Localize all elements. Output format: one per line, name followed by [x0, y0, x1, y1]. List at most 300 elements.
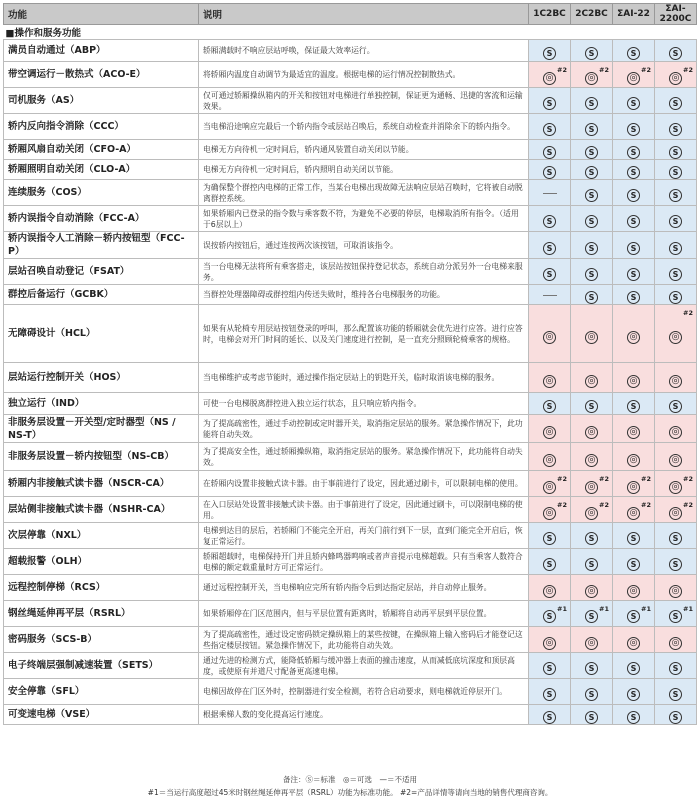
availability-cell [655, 88, 697, 114]
optional-icon: ◎ [627, 375, 640, 388]
table-row [4, 88, 697, 114]
footnote-mark: #1 [641, 605, 651, 613]
standard-icon: S [585, 291, 598, 304]
function-name: 电子终端层强制减速装置（SETS） [4, 653, 199, 679]
standard-icon: S [585, 610, 598, 623]
optional-icon: ◎ [585, 637, 598, 650]
function-name: 超载报警（OLH） [4, 549, 199, 575]
function-name: 司机服务（AS） [4, 88, 199, 114]
table-row [4, 627, 697, 653]
availability-cell [529, 443, 571, 471]
availability-cell [571, 627, 613, 653]
footnote-mark: #1 [557, 605, 567, 613]
table-row [4, 259, 697, 285]
function-description: 将轿厢内温度自动调节为最适宜的温度。根据电梯的运行情况控制散热式。 [199, 62, 529, 88]
footnote-mark: #2 [683, 501, 693, 509]
standard-icon: S [585, 166, 598, 179]
availability-cell [529, 705, 571, 725]
optional-icon: ◎ [585, 481, 598, 494]
availability-cell [571, 88, 613, 114]
function-name: 群控后备运行（GCBK） [4, 285, 199, 305]
optional-icon: ◎ [585, 507, 598, 520]
availability-cell [571, 180, 613, 206]
function-description: 为了提高安全性，通过轿厢操纵箱，取消指定层站的服务。紧急操作情况下，此功能将自动失效。 [199, 443, 529, 471]
availability-cell [655, 497, 697, 523]
optional-icon: ◎ [669, 481, 682, 494]
availability-cell [613, 575, 655, 601]
availability-cell [613, 259, 655, 285]
availability-cell [655, 180, 697, 206]
availability-cell [529, 549, 571, 575]
availability-cell [529, 679, 571, 705]
standard-icon: S [669, 558, 682, 571]
function-name: 轿内误指令自动消除（FCC-A） [4, 206, 199, 232]
availability-cell [655, 549, 697, 575]
standard-icon: S [543, 662, 556, 675]
availability-cell [613, 285, 655, 305]
table-row [4, 285, 697, 305]
function-name: 密码服务（SCS-B） [4, 627, 199, 653]
availability-cell [655, 575, 697, 601]
availability-cell [613, 88, 655, 114]
function-name: 轿厢内非接触式读卡器（NSCR-CA） [4, 471, 199, 497]
function-description: 为确保整个群控内电梯的正常工作，当某台电梯出现故障无法响应层站召唤时，它将被自动脱离群控系统。 [199, 180, 529, 206]
availability-cell [655, 62, 697, 88]
header-model-4: ΣAI-2200C [655, 4, 697, 25]
availability-cell [529, 259, 571, 285]
function-description: 如果轿厢停在门区范围内，但与平层位置有距离时，轿厢将自动再平层到平层位置。 [199, 601, 529, 627]
availability-cell [655, 393, 697, 415]
standard-icon: S [669, 711, 682, 724]
availability-cell [613, 114, 655, 140]
availability-cell [529, 601, 571, 627]
availability-cell [613, 415, 655, 443]
availability-cell [655, 305, 697, 363]
optional-icon: ◎ [627, 481, 640, 494]
standard-icon: S [585, 215, 598, 228]
table-row [4, 232, 697, 259]
availability-cell [655, 206, 697, 232]
function-description: 当群控处理器障碍或群控组内传送失败时，维持各台电梯服务的功能。 [199, 285, 529, 305]
not-applicable-icon [543, 193, 557, 194]
section-row [4, 25, 697, 40]
table-row [4, 549, 697, 575]
function-name: 层站召唤自动登记（FSAT） [4, 259, 199, 285]
table-row [4, 497, 697, 523]
availability-cell [529, 363, 571, 393]
availability-cell [655, 140, 697, 160]
table-row [4, 363, 697, 393]
optional-icon: ◎ [627, 637, 640, 650]
availability-cell [655, 40, 697, 62]
standard-icon: S [543, 268, 556, 281]
standard-icon: S [669, 166, 682, 179]
optional-icon: ◎ [543, 426, 556, 439]
table-row [4, 206, 697, 232]
availability-cell [655, 601, 697, 627]
standard-icon: S [585, 146, 598, 159]
optional-icon: ◎ [669, 72, 682, 85]
header-function: 功能 [4, 4, 199, 25]
standard-icon: S [669, 268, 682, 281]
availability-cell [571, 679, 613, 705]
standard-icon: S [669, 146, 682, 159]
availability-cell [571, 62, 613, 88]
standard-icon: S [627, 215, 640, 228]
availability-cell [571, 40, 613, 62]
function-description: 电梯无方向待机一定时间后，轿内通风装置自动关闭以节能。 [199, 140, 529, 160]
availability-cell [529, 575, 571, 601]
standard-icon: S [669, 215, 682, 228]
availability-cell [613, 363, 655, 393]
availability-cell [655, 627, 697, 653]
optional-icon: ◎ [669, 454, 682, 467]
table-row [4, 140, 697, 160]
availability-cell [613, 471, 655, 497]
footnote-mark: #2 [557, 66, 567, 74]
standard-icon: S [669, 532, 682, 545]
availability-cell [613, 40, 655, 62]
availability-cell [571, 653, 613, 679]
function-description: 电梯无方向待机一定时间后，轿内照明自动关闭以节能。 [199, 160, 529, 180]
function-description: 电梯因故停在门区外时，控制器进行安全检测，若符合启动要求，则电梯就近停层开门。 [199, 679, 529, 705]
footnote-mark: #2 [557, 475, 567, 483]
availability-cell [529, 627, 571, 653]
standard-icon: S [627, 291, 640, 304]
function-name: 层站侧非接触式读卡器（NSHR-CA） [4, 497, 199, 523]
standard-icon: S [669, 97, 682, 110]
availability-cell [529, 40, 571, 62]
function-table [3, 3, 697, 725]
availability-cell [613, 627, 655, 653]
standard-icon: S [585, 97, 598, 110]
availability-cell [613, 601, 655, 627]
optional-icon: ◎ [669, 637, 682, 650]
footnote-mark: #2 [557, 501, 567, 509]
availability-cell [655, 114, 697, 140]
availability-cell [571, 393, 613, 415]
standard-icon: S [627, 242, 640, 255]
standard-icon: S [543, 146, 556, 159]
function-name: 轿厢照明自动关闭（CLO-A） [4, 160, 199, 180]
table-header [4, 4, 697, 25]
availability-cell [529, 232, 571, 259]
optional-icon: ◎ [669, 507, 682, 520]
standard-icon: S [585, 47, 598, 60]
standard-icon: S [669, 662, 682, 675]
standard-icon: S [585, 662, 598, 675]
optional-icon: ◎ [669, 375, 682, 388]
footnote-mark: #2 [641, 501, 651, 509]
footnote: #1＝当运行高度超过45米时钢丝绳延伸再平层（RSRL）功能为标准功能。 #2=产品详情等请向当地的销售代理商咨询。 [147, 788, 553, 797]
function-description: 通过先进的检测方式，能降低轿厢与缓冲器上表面的撞击速度，从而减低底坑深度和顶层高度，或使原有并道尺寸配备更高速电梯。 [199, 653, 529, 679]
table-row [4, 393, 697, 415]
availability-cell [529, 523, 571, 549]
standard-icon: S [669, 291, 682, 304]
function-name: 非服务层设置－轿内按钮型（NS-CB） [4, 443, 199, 471]
availability-cell [529, 114, 571, 140]
availability-cell [571, 259, 613, 285]
table-row [4, 471, 697, 497]
function-name: 远程控制停梯（RCS） [4, 575, 199, 601]
availability-cell [571, 549, 613, 575]
optional-icon: ◎ [627, 72, 640, 85]
availability-cell [571, 363, 613, 393]
standard-icon: S [627, 189, 640, 202]
footnote-mark: #1 [683, 605, 693, 613]
function-description: 在轿厢内设置非接触式读卡器。由于事前进行了设定，因此通过刷卡，可以限制电梯的使用。 [199, 471, 529, 497]
availability-cell [529, 62, 571, 88]
table-row [4, 180, 697, 206]
function-description: 为了提高疏密性，通过手动控制或定时器开关，取消指定层站的服务。紧急操作情况下，此功能将自动失效。 [199, 415, 529, 443]
table-row [4, 523, 697, 549]
availability-cell [655, 259, 697, 285]
table-row [4, 601, 697, 627]
standard-icon: S [669, 688, 682, 701]
availability-cell [529, 305, 571, 363]
standard-icon: S [627, 532, 640, 545]
availability-cell [571, 523, 613, 549]
standard-icon: S [543, 711, 556, 724]
optional-icon: ◎ [669, 426, 682, 439]
standard-icon: S [627, 146, 640, 159]
availability-cell [529, 653, 571, 679]
standard-icon: S [585, 189, 598, 202]
function-name: 连续服务（COS） [4, 180, 199, 206]
footnote-mark: #2 [599, 66, 609, 74]
availability-cell [529, 180, 571, 206]
standard-icon: S [627, 268, 640, 281]
standard-icon: S [585, 558, 598, 571]
function-description: 通过远程控制开关，当电梯响应完所有轿内指令后到达指定层站，并自动停止服务。 [199, 575, 529, 601]
availability-cell [529, 285, 571, 305]
function-name: 独立运行（IND） [4, 393, 199, 415]
standard-icon: S [543, 123, 556, 136]
table-row [4, 415, 697, 443]
availability-cell [613, 705, 655, 725]
function-description: 仅可通过轿厢操纵箱内的开关和按钮对电梯进行单独控制，保证更为通畅、迅捷的客流和运输效果。 [199, 88, 529, 114]
standard-icon: S [543, 47, 556, 60]
header-model-3: ΣAI-22 [613, 4, 655, 25]
optional-icon: ◎ [543, 331, 556, 344]
optional-icon: ◎ [585, 331, 598, 344]
availability-cell [571, 140, 613, 160]
function-name: 钢丝绳延伸再平层（RSRL） [4, 601, 199, 627]
availability-cell [529, 160, 571, 180]
standard-icon: S [627, 400, 640, 413]
function-name: 轿内误指令人工消除－轿内按钮型（FCC-P） [4, 232, 199, 259]
footnote-mark: #1 [599, 605, 609, 613]
function-name: 轿厢风扇自动关闭（CFO-A） [4, 140, 199, 160]
standard-icon: S [669, 610, 682, 623]
footnote-mark: #2 [683, 309, 693, 317]
standard-icon: S [543, 215, 556, 228]
function-name: 可变速电梯（VSE） [4, 705, 199, 725]
availability-cell [613, 62, 655, 88]
footnote-mark: #2 [641, 475, 651, 483]
availability-cell [529, 140, 571, 160]
availability-cell [571, 305, 613, 363]
not-applicable-icon [543, 295, 557, 296]
table-row [4, 705, 697, 725]
availability-cell [571, 206, 613, 232]
availability-cell [613, 443, 655, 471]
standard-icon: S [669, 123, 682, 136]
table-row [4, 40, 697, 62]
function-description: 轿厢满载时不响应层站呼唤，保证最大效率运行。 [199, 40, 529, 62]
availability-cell [613, 206, 655, 232]
table-row [4, 443, 697, 471]
standard-icon: S [543, 688, 556, 701]
function-name: 次层停靠（NXL） [4, 523, 199, 549]
availability-cell [529, 206, 571, 232]
optional-icon: ◎ [585, 72, 598, 85]
footnote-mark: #2 [683, 66, 693, 74]
function-description: 当一台电梯无法将所有乘客搭走，该层站按钮保持登记状态，系统自动分派另外一台电梯来服务。 [199, 259, 529, 285]
availability-cell [655, 160, 697, 180]
availability-cell [613, 232, 655, 259]
function-description: 电梯到达目的层后，若轿厢门不能完全开启，再关门前行到下一层，直到门能完全开启后，恢复正常运行。 [199, 523, 529, 549]
function-name: 无障碍设计（HCL） [4, 305, 199, 363]
optional-icon: ◎ [627, 454, 640, 467]
optional-icon: ◎ [585, 426, 598, 439]
optional-icon: ◎ [627, 507, 640, 520]
function-description: 可使一台电梯脱离群控进入独立运行状态，且只响应轿内指令。 [199, 393, 529, 415]
availability-cell [655, 232, 697, 259]
availability-cell [613, 523, 655, 549]
standard-icon: S [627, 166, 640, 179]
availability-cell [613, 653, 655, 679]
function-name: 轿内反向指令消除（CCC） [4, 114, 199, 140]
availability-cell [571, 415, 613, 443]
function-description: 轿厢超载时，电梯保持开门并且轿内蜂鸣器鸣响或者声音提示电梯超载。只有当乘客人数符合电梯的额定载重量时方可正常运行。 [199, 549, 529, 575]
availability-cell [571, 443, 613, 471]
availability-cell [613, 305, 655, 363]
standard-icon: S [627, 47, 640, 60]
standard-icon: S [585, 268, 598, 281]
availability-cell [571, 232, 613, 259]
function-description: 如果有从轮椅专用层站按钮登录的呼叫，那么配置该功能的轿厢就会优先进行应答。进行应答时，电梯会对开门时间的延长、以及关门速度进行控制，是一直充分照顾轮椅乘客的规格。 [199, 305, 529, 363]
availability-cell [613, 180, 655, 206]
availability-cell [655, 471, 697, 497]
availability-cell [529, 88, 571, 114]
table-row [4, 62, 697, 88]
optional-icon: ◎ [543, 454, 556, 467]
standard-icon: S [669, 189, 682, 202]
function-description: 为了提高疏密性，通过设定密码锁定操纵箱上的某些按键，在操纵箱上输入密码后才能登记这些指定楼层按钮。紧急操作情况下，此功能将自动失效。 [199, 627, 529, 653]
function-name: 安全停靠（SFL） [4, 679, 199, 705]
footnote-mark: #2 [683, 475, 693, 483]
standard-icon: S [627, 711, 640, 724]
availability-cell [655, 443, 697, 471]
function-name: 满员自动通过（ABP） [4, 40, 199, 62]
standard-icon: S [627, 662, 640, 675]
table-row [4, 679, 697, 705]
availability-cell [571, 114, 613, 140]
standard-icon: S [627, 610, 640, 623]
standard-icon: S [585, 711, 598, 724]
availability-cell [613, 140, 655, 160]
optional-icon: ◎ [627, 585, 640, 598]
standard-icon: S [543, 166, 556, 179]
availability-cell [571, 471, 613, 497]
optional-icon: ◎ [543, 375, 556, 388]
optional-icon: ◎ [627, 331, 640, 344]
function-description: 当电梯维护或考虑节能时，通过操作指定层站上的钥匙开关，临时取消该电梯的服务。 [199, 363, 529, 393]
availability-cell [529, 497, 571, 523]
table-row [4, 114, 697, 140]
availability-cell [655, 653, 697, 679]
standard-icon: S [543, 558, 556, 571]
optional-icon: ◎ [543, 72, 556, 85]
availability-cell [613, 549, 655, 575]
availability-cell [655, 679, 697, 705]
function-description: 当电梯沿途响应完最后一个轿内指令或层站召唤后，系统自动检查并消除余下的轿内指令。 [199, 114, 529, 140]
optional-icon: ◎ [543, 481, 556, 494]
function-name: 非服务层设置－开关型/定时器型（NS / NS-T） [4, 415, 199, 443]
availability-cell [571, 497, 613, 523]
footnote-mark: #2 [641, 66, 651, 74]
standard-icon: S [585, 532, 598, 545]
optional-icon: ◎ [669, 585, 682, 598]
standard-icon: S [627, 688, 640, 701]
function-description: 如果轿厢内已登录的指令数与乘客数不符，为避免不必要的停层，电梯取消所有指令。（适用于6层以上） [199, 206, 529, 232]
availability-cell [655, 285, 697, 305]
optional-icon: ◎ [585, 454, 598, 467]
function-name: 层站运行控制开关（HOS） [4, 363, 199, 393]
standard-icon: S [543, 532, 556, 545]
table-row [4, 575, 697, 601]
standard-icon: S [585, 123, 598, 136]
availability-cell [613, 679, 655, 705]
availability-cell [529, 393, 571, 415]
availability-cell [655, 415, 697, 443]
standard-icon: S [543, 97, 556, 110]
standard-icon: S [627, 558, 640, 571]
standard-icon: S [669, 400, 682, 413]
availability-cell [529, 415, 571, 443]
availability-cell [571, 160, 613, 180]
function-description: 根据乘梯人数的变化提高运行速度。 [199, 705, 529, 725]
standard-icon: S [585, 400, 598, 413]
standard-icon: S [627, 123, 640, 136]
availability-cell [613, 497, 655, 523]
header-model-1: 1C2BC [529, 4, 571, 25]
optional-icon: ◎ [585, 585, 598, 598]
standard-icon: S [543, 610, 556, 623]
availability-cell [571, 575, 613, 601]
legend-note: 备注：Ⓢ＝标准 ◎＝可选 —＝不适用 [282, 775, 418, 784]
availability-cell [613, 393, 655, 415]
standard-icon: S [669, 242, 682, 255]
header-model-2: 2C2BC [571, 4, 613, 25]
standard-icon: S [543, 242, 556, 255]
footnote-mark: #2 [599, 501, 609, 509]
optional-icon: ◎ [585, 375, 598, 388]
header-description: 说明 [199, 4, 529, 25]
availability-cell [571, 601, 613, 627]
optional-icon: ◎ [543, 507, 556, 520]
standard-icon: S [585, 242, 598, 255]
table-row [4, 160, 697, 180]
availability-cell [655, 363, 697, 393]
availability-cell [529, 471, 571, 497]
section-title: ■操作和服务功能 [4, 25, 697, 40]
availability-cell [571, 285, 613, 305]
function-description: 在入口层站处设置非接触式读卡器。由于事前进行了设定，因此通过刷卡，可以限制电梯的使用。 [199, 497, 529, 523]
availability-cell [571, 705, 613, 725]
standard-icon: S [585, 688, 598, 701]
